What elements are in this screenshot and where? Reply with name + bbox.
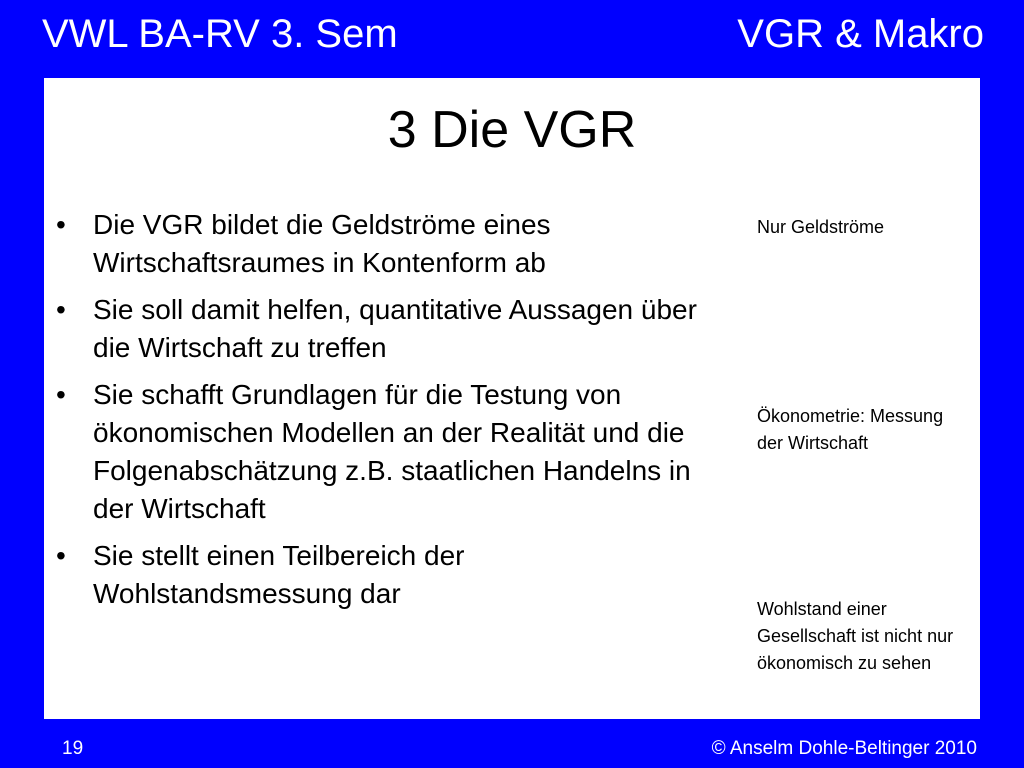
copyright-text: © Anselm Dohle-Beltinger 2010 [711, 738, 977, 759]
bullet-text: Sie stellt einen Teilbereich der Wohlstandsmessung dar [93, 540, 465, 609]
header-right: VGR & Makro [737, 12, 984, 56]
bullet-dot-icon: • [56, 294, 66, 325]
side-note: Wohlstand einer Gesellschaft ist nicht nur ökonomisch zu sehen [757, 599, 954, 673]
bullet-dot-icon: • [56, 379, 66, 410]
bullet-item [44, 206, 724, 282]
bullet-item [44, 291, 724, 367]
bullet-dot-icon: • [56, 540, 66, 571]
slide-title: 3 Die VGR [387, 101, 637, 159]
side-note: Nur Geldströme [757, 217, 885, 237]
bullet-text: Sie schafft Grundlagen für die Testung von ökonomischen Modellen an der Realität und die Folgenabschätzung z.B. staatlichen Handelns in der Wirtschaft [93, 379, 691, 524]
bullet-text: Sie soll damit helfen, quantitative Aussagen über die Wirtschaft zu treffen [93, 294, 697, 363]
header-left: VWL BA-RV 3. Sem [42, 12, 398, 56]
slide-panel [44, 78, 980, 719]
bullet-list [44, 206, 724, 622]
side-note: Ökonometrie: Messung der Wirtschaft [757, 406, 944, 453]
bullet-text: Die VGR bildet die Geldströme eines Wirtschaftsraumes in Kontenform ab [93, 209, 551, 278]
bullet-item [44, 376, 724, 528]
bullet-item [44, 537, 724, 613]
bullet-dot-icon: • [56, 209, 66, 240]
page-number: 19 [62, 738, 84, 759]
